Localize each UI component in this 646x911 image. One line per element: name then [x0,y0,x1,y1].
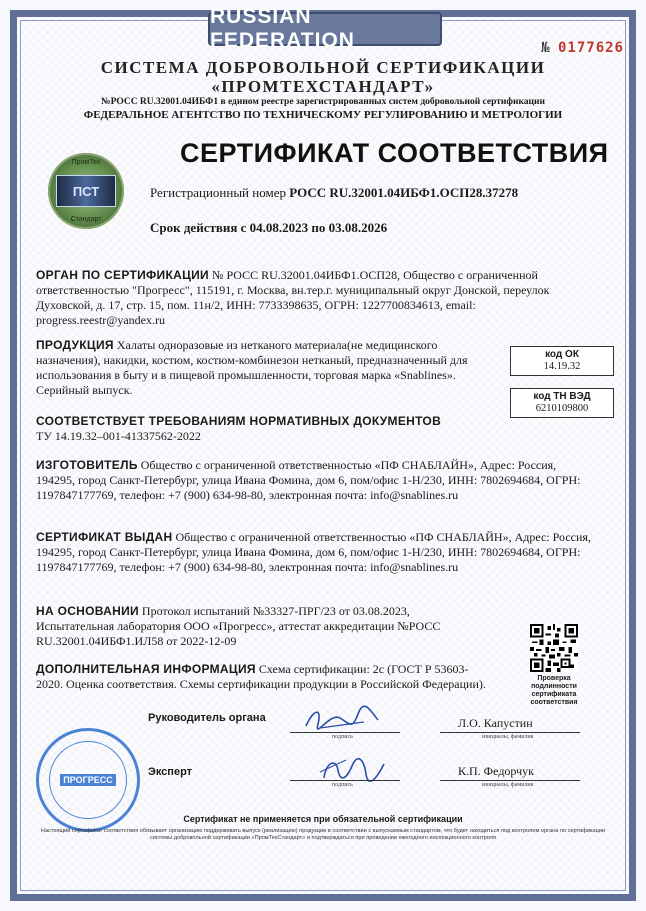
hologram-logo [48,153,124,229]
system-registry: №РОСС RU.32001.04ИБФ1 в едином реестре зарегистрированных систем добровольной сертификации [101,97,545,107]
logo-mark: ПСТ [56,175,116,207]
registration-number [150,185,518,201]
ok-code-label: код ОК [545,349,579,360]
footer-notice: Сертификат не применяется при обязательной сертификации [183,814,463,824]
head-name: Л.О. Капустин [458,716,533,730]
validity-period [150,220,387,236]
expert-name: К.П. Федорчук [458,764,534,778]
head-signature-line [290,732,400,733]
system-name: СИСТЕМА ДОБРОВОЛЬНОЙ СЕРТИФИКАЦИИ [100,58,546,77]
basis-section [36,604,486,649]
head-signature-caption: подпись [332,734,353,740]
head-signature [300,704,384,734]
issued-section [36,530,596,575]
basis-text: Протокол испытаний №33327-ПРГ/23 от 03.08.2023, Испытательная лаборатория ООО «Прогресс», аттестат аккредитации №РОСС RU.32001.04ИБФ1.ИЛ58 от 2022-12-09 [36,604,441,648]
logo-top-text: ПромТех [71,159,101,166]
tnved-code-box [510,388,614,418]
product-heading: ПРОДУКЦИЯ [36,338,114,352]
validity-to: 03.08.2026 [328,220,388,235]
country-banner: RUSSIAN FEDERATION [208,12,442,46]
issued-heading: СЕРТИФИКАТ ВЫДАН [36,530,173,544]
tnved-code-label: код ТН ВЭД [533,391,591,402]
expert-label: Эксперт [148,766,193,778]
system-brand: «ПРОМТЕХСТАНДАРТ» [211,77,435,96]
additional-heading: ДОПОЛНИТЕЛЬНАЯ ИНФОРМАЦИЯ [36,662,256,676]
head-label: Руководитель органа [148,712,266,724]
expert-name-line [440,780,580,781]
expert-signature-caption: подпись [332,782,353,788]
footer-fine-print: Настоящий сертификат соответствия обязывает организацию поддерживать выпуск (реализацию) продукции в соответствии с выпускаемым стандартом, что будет находиться под контролем органа по сертификации системы добровольной сертификации «ПромТехСтандарт» и подтверждаться при проведении ежегодного инспекционного контроля [40,828,606,841]
organ-text: № РОСС RU.32001.04ИБФ1.ОСП28, Общество с ограниченной ответственностью "Прогресс", 115191, г. Москва, вн.тер.г. муниципальный округ Донской, переулок Духовской, д. 17, стр. 15, пом. 11н/2, ИНН: 7733398635, ОГРН: 1227700834613, email: progress.reestr@yandex.ru [36,268,550,327]
additional-section [36,662,486,692]
ok-code-value: 14.19.32 [543,361,581,372]
manufacturer-heading: ИЗГОТОВИТЕЛЬ [36,458,138,472]
qr-caption: Проверка подлинности сертификата соответствия [530,675,578,706]
serial-number [541,40,624,56]
manufacturer-section [36,458,596,503]
stamp-text: ПРОГРЕСС [60,774,115,786]
head-name-caption: инициалы, фамилия [482,734,534,740]
printer-imprint [0,876,646,882]
manufacturer-text: Общество с ограниченной ответственностью «ПФ СНАБЛАЙН», Адрес: Россия, 194295, город Санкт-Петербург, улица Ивана Фомина, дом 6, пом/офис 1-Н/230, ИНН: 7802694684, ОГРН: 1197847177769, телефон: +7 (900) 634-98-80, электронная почта: info@snablines.ru [36,458,581,502]
head-name-line [440,732,580,733]
product-text: Халаты одноразовые из нетканого материала(не медицинского назначения), накидки, костюм, костюм-комбинезон нетканый, предназначенный для использования в быту и в пищевой промышленности, торговая марка «Snablines». Серийный выпуск. [36,338,468,397]
document-title: СЕРТИФИКАТ СООТВЕТСТВИЯ [180,138,609,168]
validity-mid: по [308,220,329,235]
registration-value: РОСС RU.32001.04ИБФ1.ОСП28.37278 [289,185,519,200]
issued-text: Общество с ограниченной ответственностью «ПФ СНАБЛАЙН», Адрес: Россия, 194295, город Санкт-Петербург, улица Ивана Фомина, дом 6, пом/офис 1-Н/230, ИНН: 7802694684, ОГРН: 1197847177769, телефон: +7 (900) 634-98-80, электронная почта: info@snablines.ru [36,530,591,574]
validity-from: 04.08.2023 [249,220,309,235]
logo-bottom-text: Стандарт [70,216,102,223]
requirements-heading: СООТВЕТСТВУЕТ ТРЕБОВАНИЯМ НОРМАТИВНЫХ ДОКУМЕНТОВ [36,414,442,428]
stamp-inner-ring [49,741,127,819]
validity-label: Срок действия с [150,220,250,235]
requirements-section [36,414,496,444]
tnved-code-value: 6210109800 [535,403,589,414]
expert-name-caption: инициалы, фамилия [482,782,534,788]
ok-code-box [510,346,614,376]
expert-signature-line [290,780,400,781]
requirements-text: ТУ 14.19.32–001-41337562-2022 [36,429,201,443]
agency-name: ФЕДЕРАЛЬНОЕ АГЕНТСТВО ПО ТЕХНИЧЕСКОМУ РЕГУЛИРОВАНИЮ И МЕТРОЛОГИИ [83,109,563,121]
additional-text: Схема сертификации: 2с (ГОСТ Р 53603-2020. Оценка соответствия. Схемы сертификации продукции в Российской Федерации). [36,662,486,691]
verification-qr-code[interactable] [530,624,578,672]
organ-section [36,268,596,328]
product-section [36,338,476,398]
registration-label: Регистрационный номер [150,185,290,200]
basis-heading: НА ОСНОВАНИИ [36,604,139,618]
organ-heading: ОРГАН ПО СЕРТИФИКАЦИИ [36,268,209,282]
serial-value: 0177626 [557,40,624,56]
serial-prefix: № [541,40,550,56]
